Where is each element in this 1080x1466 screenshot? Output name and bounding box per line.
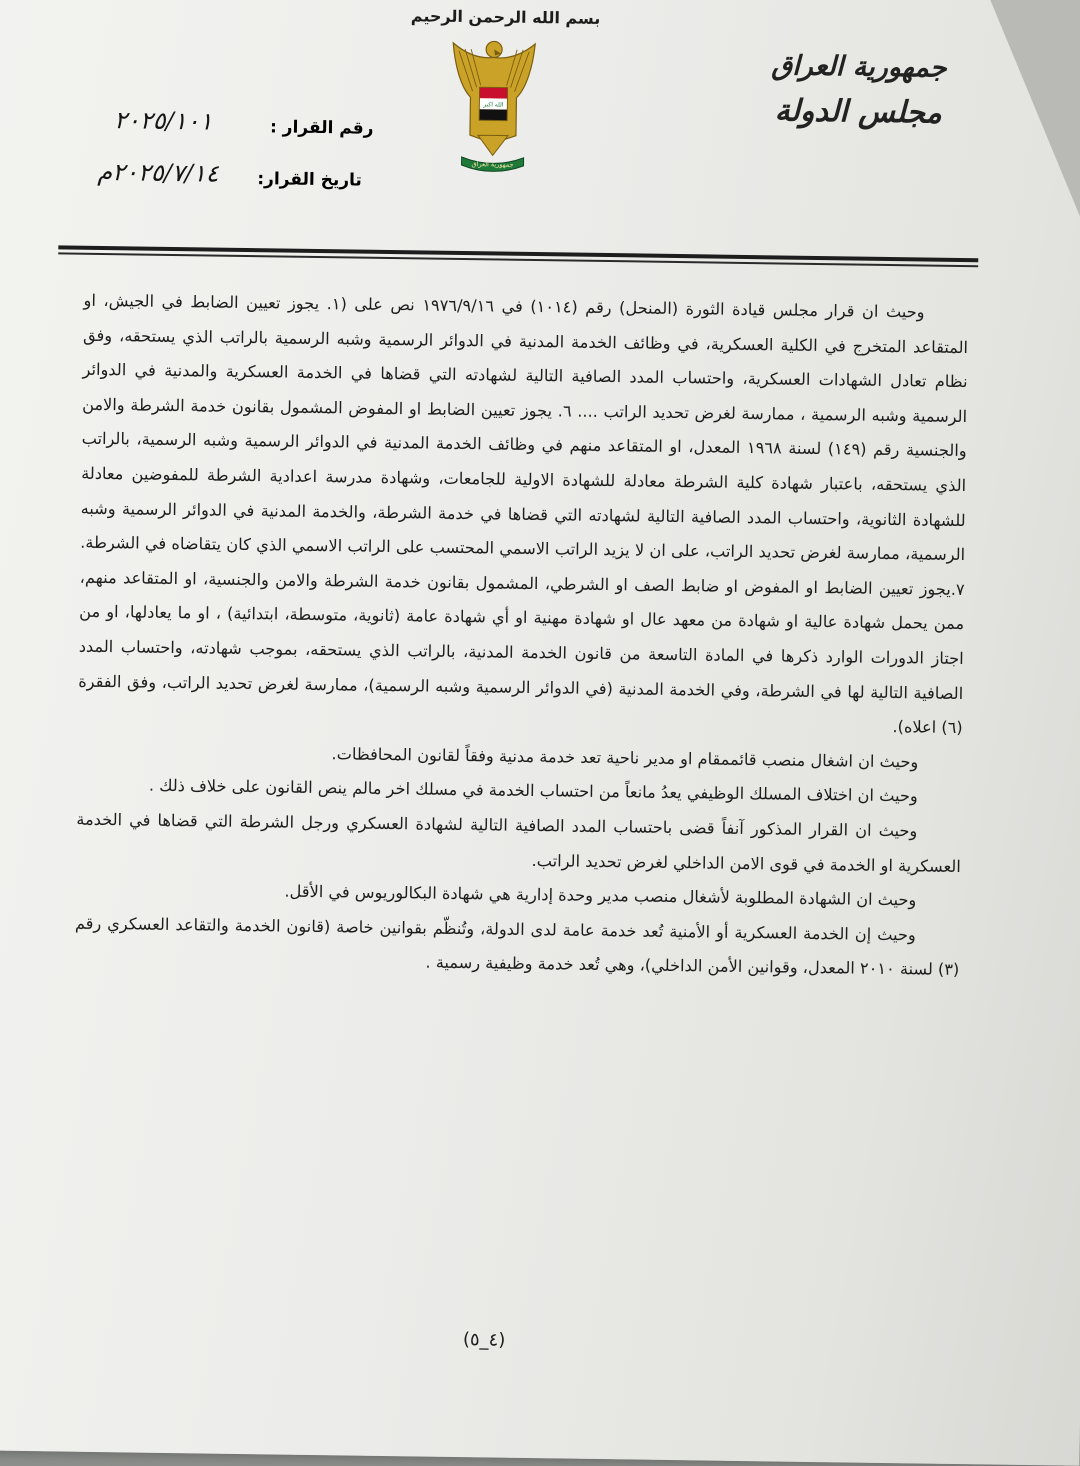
emblem-flag-text: الله اكبر — [483, 101, 504, 109]
body-paragraph-district-posts: وحيث ان اشغال منصب قائممقام او مدير ناحية تعد خدمة مدنية وفقاً لقانون المحافظات. — [331, 743, 919, 772]
decision-date-label: تاريخ القرار: — [257, 169, 362, 191]
basmala: بسم الله الرحمن الرحيم — [410, 6, 601, 28]
page-fold — [956, 0, 1080, 256]
body-paragraph-resolution-1014: وحيث ان قرار مجلس قيادة الثورة (المنحل) رقم (١٠١٤) في ١٩٧٦/٩/١٦ نص على (١. يجوز تعيين الضابط في الجيش، او المتقاعد المتخرج في الكلية العسكرية، في وظائف الخدمة المدنية في الدوائر الرسمية وشبه الرسمية بالراتب الذي يستحقه، وفق نظام تعادل الشهادات العسكرية، واحتساب المدد الصافية التالية لشهادته التي قضاها في الخدمة العسكرية والمدنية في الدوائر الرسمية وشبه الرسمية ، ممارسة لغرض تحديد الراتب .... ٦. يجوز تعيين الضابط او المفوض المشمول بقانون خدمة الشرطة والامن والجنسية رقم (١٤٩) لسنة ١٩٦٨ المعدل، او المتقاعد منهم في وظائف الخدمة المدنية في الدوائر الرسمية وشبه الرسمية، بالراتب الذي يستحقه، باعتبار شهادة كلية الشرطة معادلة للشهادة الاولية للجامعات، وشهادة مدرسة اعدادية الشرطة للمفوضين معادلة للشهادة الثانوية، واحتساب المدد الصافية التالية لشهادته التي قضاها في خدمة الشرطة، والخدمة المدنية في الدوائر الرسمية وشبه الرسمية، ممارسة لغرض تحديد الراتب، على ان لا يزيد الراتب الاسمي المحتسب على الراتب الاسمي الذي كان يتقاضاه في الشرطة. ٧.يجوز تعيين الضابط او المفوض او ضابط الصف او الشرطي، المشمول بقانون خدمة الشرطة والامن والجنسية، او المتقاعد منهم، ممن يحمل شهادة عالية او شهادة من معهد عال او شهادة مهنية او أي شهادة عامة (ثانوية، متوسطة، ابتدائية) ، او ما يعادلها، او من اجتاز الدورات الوارد ذكرها في المادة التاسعة من قانون الخدمة المدنية، بالراتب الذي يستحقه، بموجب شهادته، واحتساب المدد الصافية التالية لها في الشرطة، وفي الخدمة المدنية (في الدوائر الرسمية وشبه الرسمية)، ممارسة لغرض تحديد الراتب، وفق الفقرة (٦) اعلاه). — [78, 290, 969, 738]
body-paragraph-career-path: وحيث ان اختلاف المسلك الوظيفي يعدُ مانعاً من احتساب الخدمة في مسلك اخر مالم ينص القانون على خلاف ذلك . — [148, 776, 918, 806]
decision-date-value: ٢٠٢٥/٧/١٤م — [97, 157, 219, 188]
decision-number-label: رقم القرار : — [269, 117, 374, 139]
letterhead-line-country: جمهورية العراق — [771, 50, 947, 84]
decision-body — [74, 284, 969, 988]
body-paragraph-military-service: وحيث إن الخدمة العسكرية أو الأمنية تُعد خدمة عامة لدى الدولة، وتُنظّم بقوانين خاصة (قانون الخدمة والتقاعد العسكري رقم (٣) لسنة ٢٠١٠ المعدل، وقوانين الأمن الداخلي)، وهي تُعد خدمة وظيفية رسمية . — [74, 913, 960, 980]
page-number: (٤_٥) — [462, 1329, 506, 1351]
decision-number-value: ٢٠٢٥/١٠١ — [113, 106, 213, 136]
emblem-caption: جمهورية العراق — [471, 160, 514, 169]
council-letterhead — [758, 46, 959, 139]
iraq-emblem-icon — [447, 35, 539, 176]
body-paragraph-required-degree: وحيث ان الشهادة المطلوبة لأشغال منصب مدير وحدة إدارية هي شهادة البكالوريوس في الأقل. — [284, 881, 917, 910]
letterhead-line-council: مجلس الدولة — [774, 93, 943, 131]
body-paragraph-service-calculation: وحيث ان القرار المذكور آنفاً قضى باحتساب المدد الصافية التالية لشهادة العسكري ورجل الشرطة التي قضاها في الخدمة العسكرية او الخدمة في قوى الامن الداخلي لغرض تحديد الراتب. — [76, 809, 961, 876]
